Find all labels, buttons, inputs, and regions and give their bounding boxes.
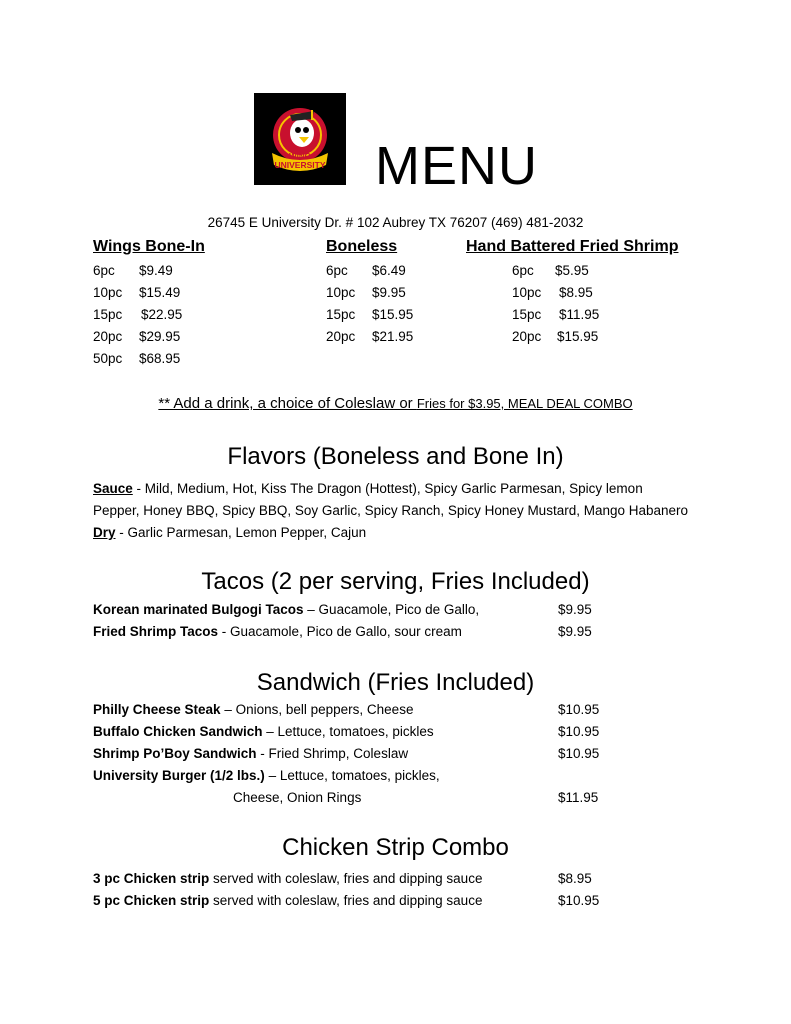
menu-item: Korean marinated Bulgogi Tacos – Guacamole, Pico de Gallo, — [93, 602, 480, 617]
menu-item: Shrimp Po’Boy Sandwich - Fried Shrimp, Coleslaw — [93, 746, 409, 761]
item-price: $9.95 — [558, 624, 592, 639]
heading-wings-bone-in: Wings Bone-In — [93, 238, 205, 255]
sandwich-title: Sandwich (Fries Included) — [256, 669, 535, 696]
list-item: 6pc $6.49 — [326, 263, 406, 278]
heading-boneless: Boneless — [326, 238, 398, 255]
sauce-list-cont: Pepper, Honey BBQ, Spicy BBQ, Soy Garlic, Spicy Ranch, Spicy Honey Mustard, Mango Habanero — [93, 503, 689, 518]
item-price: $10.95 — [558, 893, 600, 908]
menu-item: Philly Cheese Steak – Onions, bell peppers, Cheese — [93, 702, 414, 717]
list-item: 15pc $22.95 — [93, 307, 183, 322]
list-item: 10pc $9.95 — [326, 285, 406, 300]
list-item: 6pc $5.95 — [512, 263, 589, 278]
menu-item: Buffalo Chicken Sandwich – Lettuce, tomatoes, pickles — [93, 724, 434, 739]
item-price: $9.95 — [558, 602, 592, 617]
menu-item: 5 pc Chicken strip served with coleslaw, fries and dipping sauce — [93, 893, 483, 908]
tacos-title: Tacos (2 per serving, Fries Included) — [201, 568, 590, 595]
list-item: 50pc $68.95 — [93, 351, 181, 366]
list-item: 15pc $11.95 — [512, 307, 600, 322]
menu-item-cont: Cheese, Onion Rings — [233, 790, 362, 805]
item-price: $10.95 — [558, 724, 600, 739]
list-item: 15pc $15.95 — [326, 307, 414, 322]
item-price: $10.95 — [558, 702, 600, 717]
svg-text:WING: WING — [289, 152, 311, 161]
dry-rub-list: Dry - Garlic Parmesan, Lemon Pepper, Cajun — [93, 525, 367, 540]
meal-deal-promo: ** Add a drink, a choice of Coleslaw or Fries for $3.95, MEAL DEAL COMBO — [158, 395, 633, 412]
svg-text:UNIVERSITY: UNIVERSITY — [274, 160, 326, 170]
list-item: 20pc $21.95 — [326, 329, 414, 344]
wing-university-logo — [254, 93, 346, 185]
item-price: $8.95 — [558, 871, 592, 886]
page-title: MENU — [375, 136, 538, 196]
list-item: 10pc $8.95 — [512, 285, 593, 300]
list-item: 10pc $15.49 — [93, 285, 181, 300]
combo-title: Chicken Strip Combo — [282, 834, 509, 861]
menu-item: Fried Shrimp Tacos - Guacamole, Pico de Gallo, sour cream — [93, 624, 462, 639]
restaurant-address: 26745 E University Dr. # 102 Aubrey TX 76207 (469) 481-2032 — [207, 215, 584, 230]
menu-item: University Burger (1/2 lbs.) – Lettuce, tomatoes, pickles, — [93, 768, 440, 783]
logo-mascot-icon — [254, 93, 346, 185]
flavors-title: Flavors (Boneless and Bone In) — [227, 443, 564, 470]
menu-item: 3 pc Chicken strip served with coleslaw, fries and dipping sauce — [93, 871, 483, 886]
list-item: 20pc $29.95 — [93, 329, 181, 344]
list-item: 6pc $9.49 — [93, 263, 173, 278]
item-price: $11.95 — [558, 790, 599, 805]
list-item: 20pc $15.95 — [512, 329, 599, 344]
sauce-list: Sauce - Mild, Medium, Hot, Kiss The Dragon (Hottest), Spicy Garlic Parmesan, Spicy lemon — [93, 481, 643, 496]
item-price: $10.95 — [558, 746, 600, 761]
heading-fried-shrimp: Hand Battered Fried Shrimp — [466, 238, 679, 255]
